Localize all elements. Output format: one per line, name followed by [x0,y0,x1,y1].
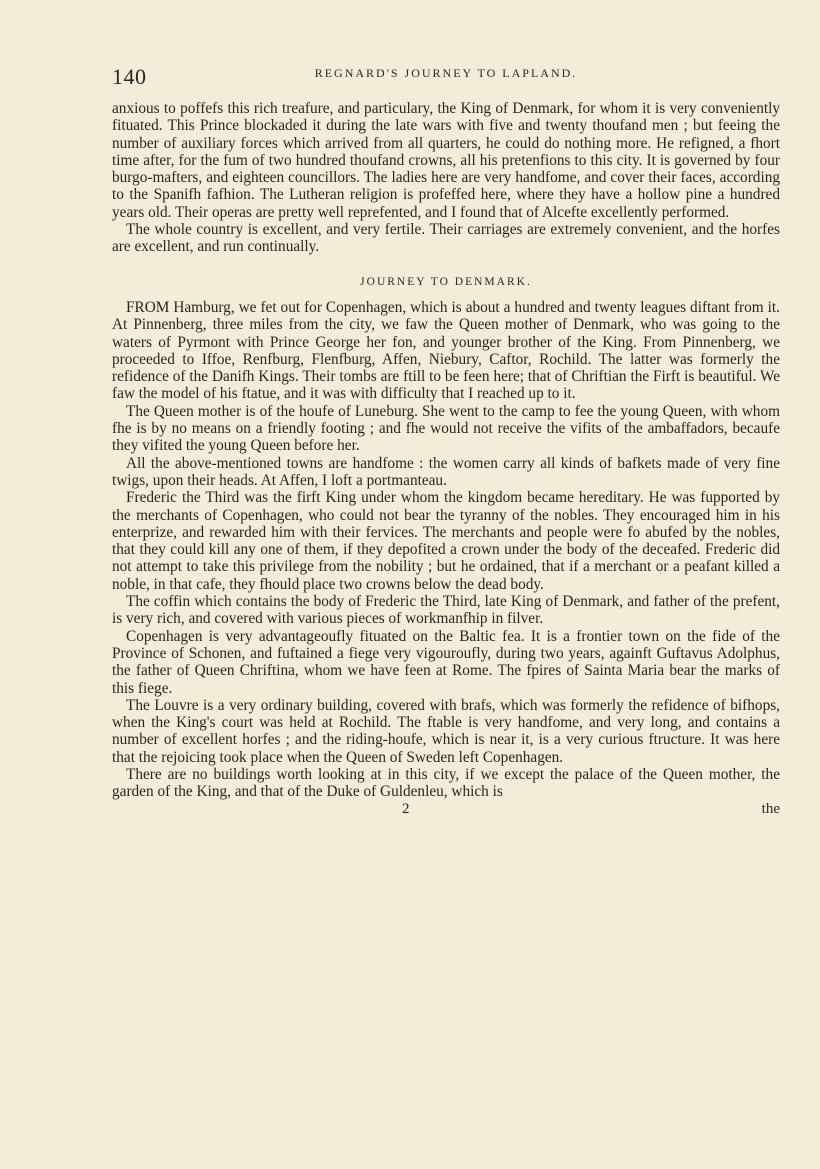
paragraph: The coffin which contains the body of Frederic the Third, late King of Denmark, and father of the prefent, is very rich, and covered with various pieces of workmanfhip in filver. [112,593,780,628]
paragraph: The Queen mother is of the houfe of Luneburg. She went to the camp to fee the young Queen, with whom fhe is by no means on a friendly footing ; and fhe would not receive the vifits of the ambaffadors, becaufe they vifited the young Queen before her. [112,402,780,455]
paragraph: Frederic the Third was the firft King under whom the kingdom became hereditary. He was fupported by the merchants of Copenhagen, who could not bear the tyranny of the nobles. They encouraged him in his enterprize, and rewarded him with their fervices. The merchants and people were fo abufed by the nobles, that they could kill any one of them, if they depofited a crown under the body of the deceafed. Frederic did not attempt to take this privilege from the nobility ; but he ordained, that if a merchant or a peafant killed a noble, in that cafe, they fhould place two crowns below the dead body. [112,489,780,593]
paragraph: FROM Hamburg, we fet out for Copenhagen, which is about a hundred and twenty leagues diftant from it. At Pinnenberg, three miles from the city, we faw the Queen mother of Denmark, who was going to the waters of Pyrmont with Prince George her fon, and younger brother of the King. From Pinnenberg, we proceeded to Iffoe, Renfburg, Flenfburg, Affen, Niebury, Caftor, Rochild. The latter was formerly the refidence of the Danifh Kings. Their tombs are ftill to be feen here; that of Chriftian the Firft is beautiful. We faw the model of his ftatue, and it was with difficulty that I reached up to it. [112,298,780,403]
signature-mark: 2 [402,800,410,817]
paragraph: The Louvre is a very ordinary building, covered with brafs, which was formerly the refidence of bifhops, when the King's court was held at Rochild. The ftable is very handfome, and very long, and contains a number of excellent horfes ; and the riding-houfe, which is near it, is a very curious ftructure. It was here that the rejoicing took place when the Queen of Sweden left Copenhagen. [112,696,780,766]
body-text [112,100,780,821]
paragraph: There are no buildings worth looking at in this city, if we except the palace of the Queen mother, the garden of the King, and that of the Duke of Guldenleu, which is [112,765,780,801]
section-heading: JOURNEY TO DENMARK. [360,275,532,288]
paragraph: All the above-mentioned towns are handfome : the women carry all kinds of bafkets made of very fine twigs, upon their heads. At Affen, I loft a portmanteau. [112,454,780,489]
page-footer [112,801,780,821]
page-number: 140 [112,64,147,89]
paragraph: anxious to poffefs this rich treafure, and particulary, the King of Denmark, for whom it is very conveniently fituated. This Prince blockaded it during the late wars with five and twenty thoufand men ; but feeing the number of auxiliary forces which arrived from all quarters, he could do nothing more. He refigned, a fhort time after, for the fum of two hundred thoufand crowns, all his pretenfions to this city. It is governed by four burgo-mafters, and eighteen councillors. The ladies here are very handfome, and cover their faces, according to the Spanifh fafhion. The Lutheran religion is profeffed here, where they have a hollow pine a hundred years old. Their operas are pretty well reprefented, and I found that of Alcefte excellently performed. [112,100,780,221]
book-page [112,52,780,821]
paragraph: Copenhagen is very advantageoufly fituated on the Baltic fea. It is a frontier town on the fide of the Province of Schonen, and fuftained a fiege very vigouroufly, during two years, againft Guftavus Adolphus, the father of Queen Chriftina, whom we have feen at Rome. The fpires of Sainta Maria bear the marks of this fiege. [112,627,780,697]
catchword: the [761,800,780,817]
running-head [112,52,780,89]
paragraph: The whole country is excellent, and very fertile. Their carriages are extremely convenient, and the horfes are excellent, and run continually. [112,221,780,256]
running-title: REGNARD'S JOURNEY TO LAPLAND. [314,66,578,80]
